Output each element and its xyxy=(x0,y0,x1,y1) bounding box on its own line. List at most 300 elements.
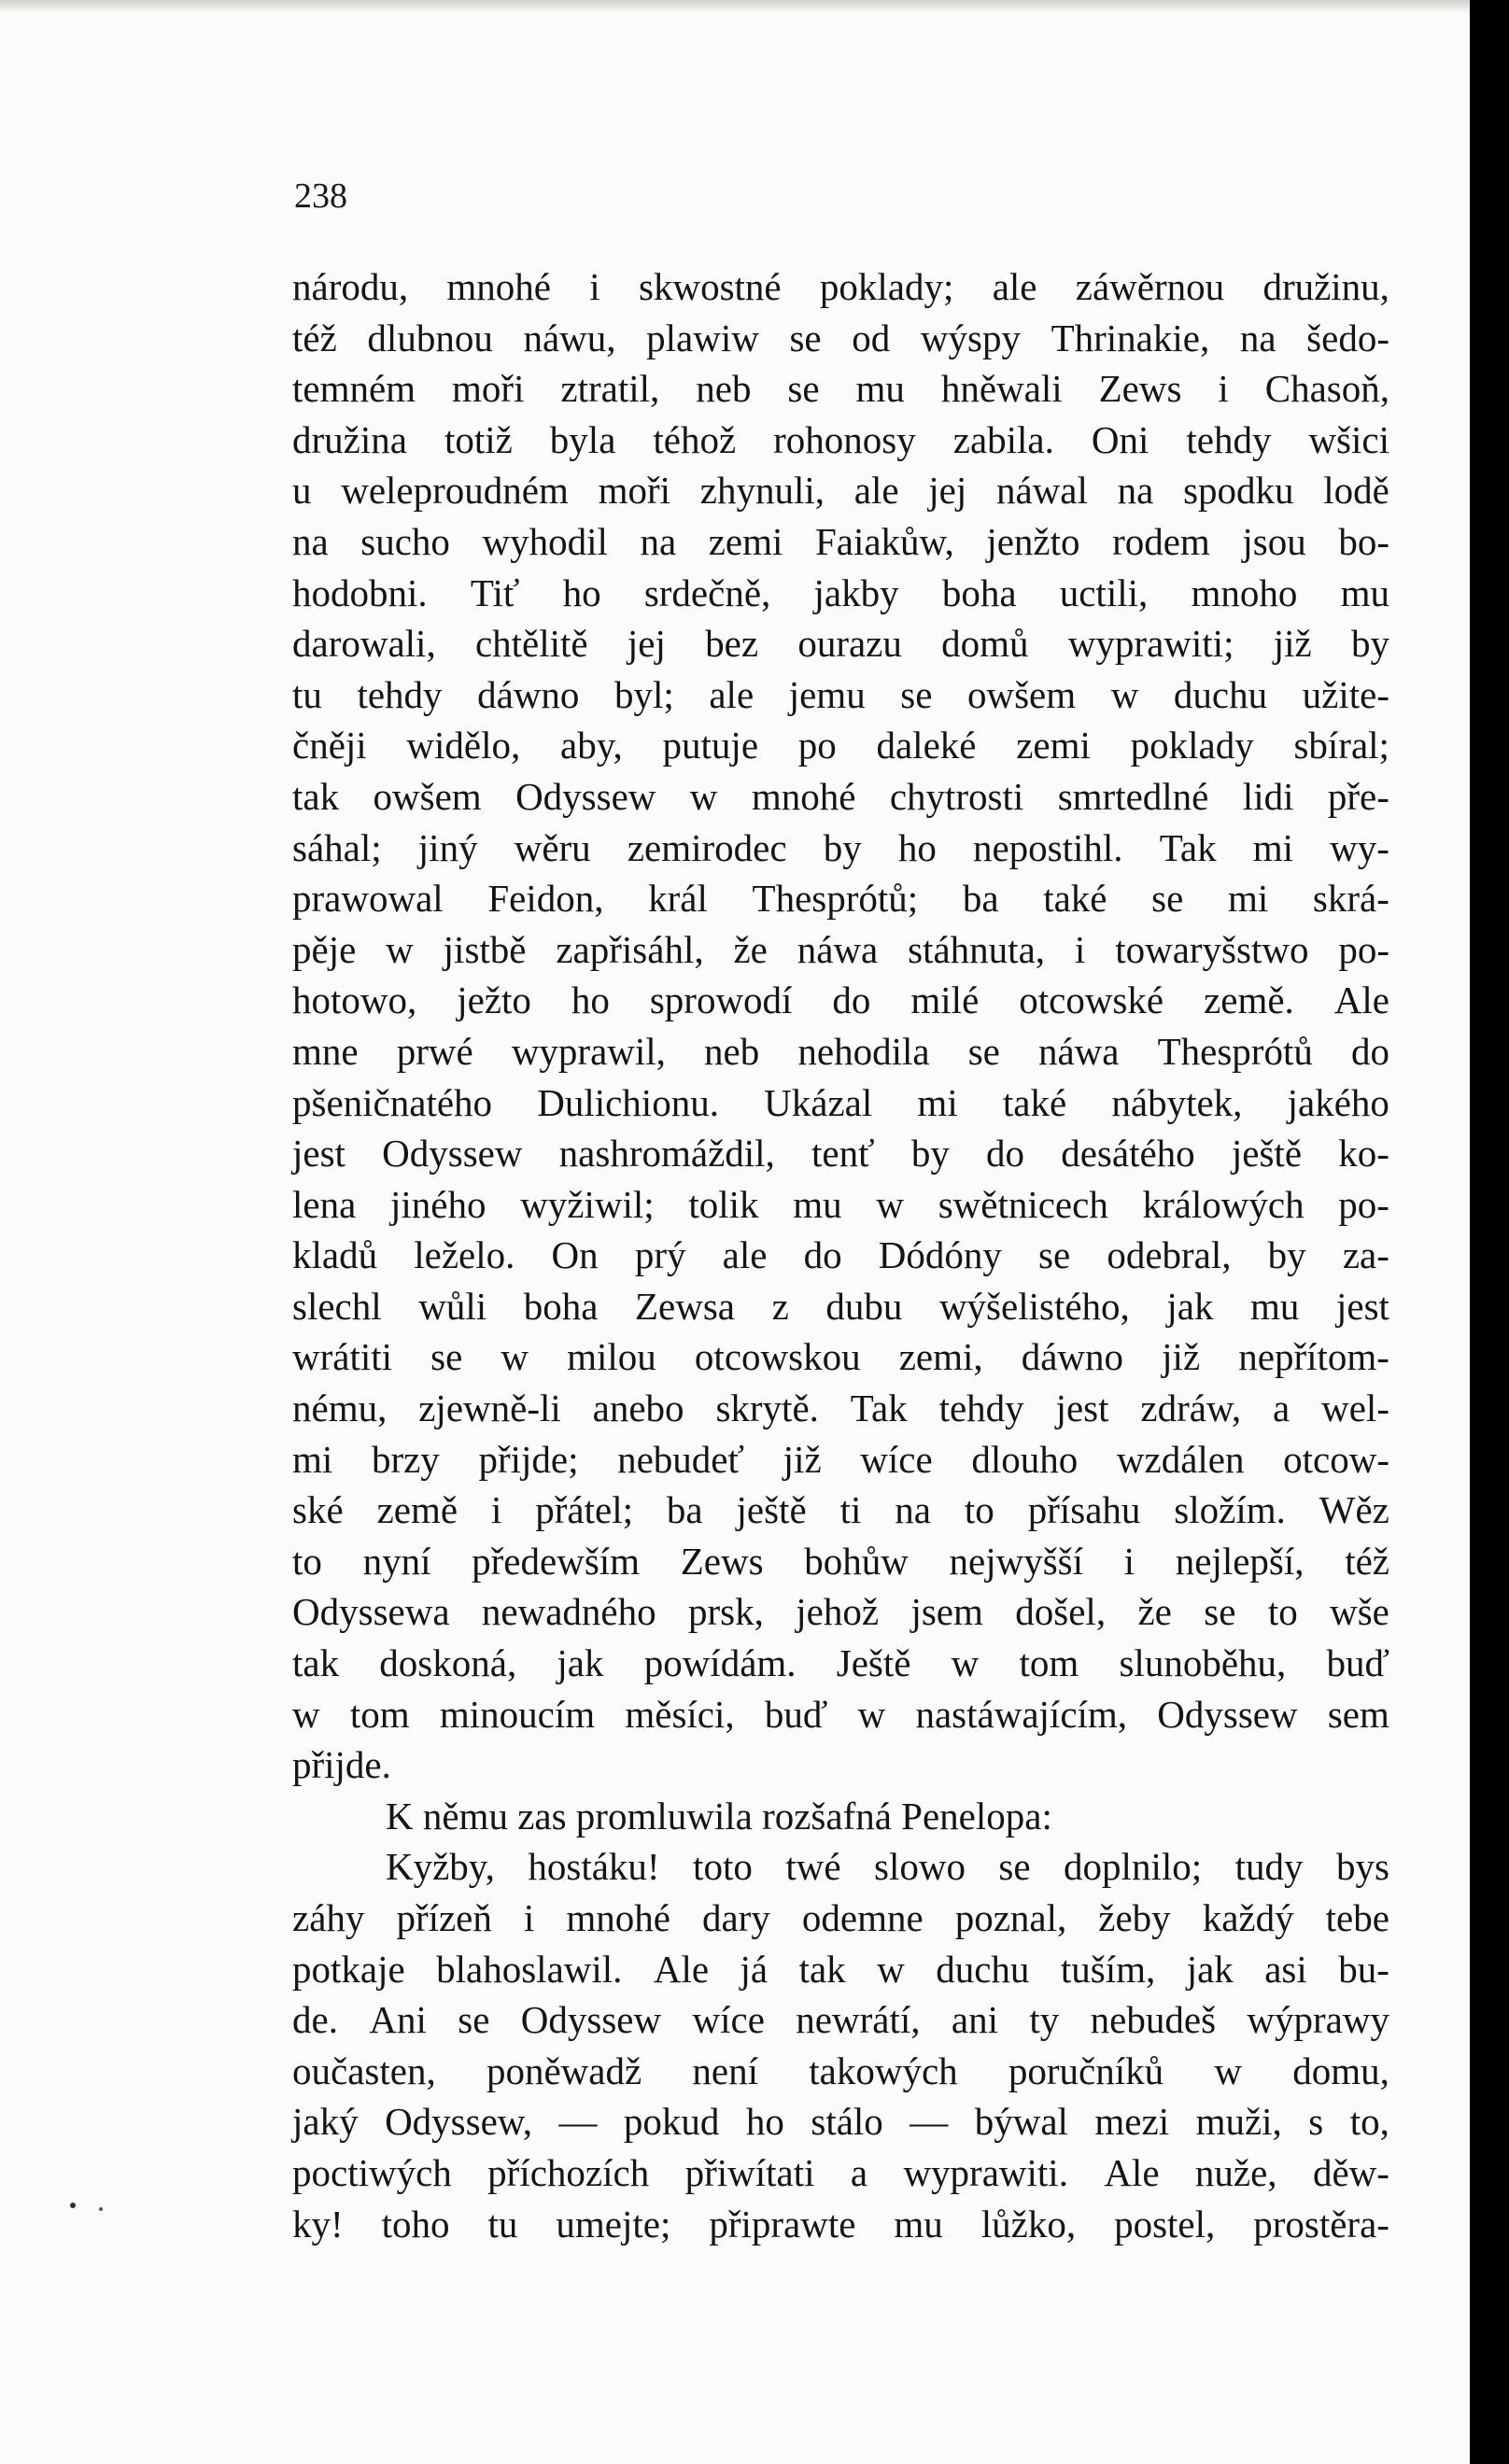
word: smrtedlné xyxy=(1057,774,1209,818)
text-line-30: přijde. xyxy=(292,1743,391,1787)
word: hodobni. xyxy=(292,570,428,614)
word: twé xyxy=(785,1845,841,1889)
word: na xyxy=(895,1488,931,1532)
word: nyní xyxy=(362,1539,431,1583)
word: zapřisáhl, xyxy=(556,927,704,971)
word: sbíral; xyxy=(1293,724,1389,767)
word: žeby xyxy=(1098,1896,1171,1939)
word: prsk, xyxy=(688,1590,764,1634)
word: Ukázal xyxy=(764,1080,873,1124)
word: ské xyxy=(292,1488,344,1532)
word: Oni xyxy=(1091,417,1149,461)
word: králowých xyxy=(1142,1182,1305,1226)
word: jaký xyxy=(292,2100,359,2144)
text-line-6 xyxy=(292,516,1389,568)
word: jiný xyxy=(417,825,478,869)
word: jak xyxy=(1166,1284,1214,1328)
word: prostěra- xyxy=(1253,2202,1389,2246)
word: již xyxy=(1273,622,1312,666)
word: do xyxy=(1350,1029,1389,1073)
word: od xyxy=(852,316,891,359)
word: bohůw xyxy=(804,1539,909,1583)
word: Zews xyxy=(680,1539,764,1583)
word: postel, xyxy=(1114,2202,1216,2246)
text-line-19 xyxy=(292,1179,1389,1231)
word: i xyxy=(523,1896,535,1939)
page-top-edge xyxy=(0,0,1470,13)
word: jehož xyxy=(796,1590,880,1634)
word: Odyssew xyxy=(1157,1692,1298,1736)
word: přízeň xyxy=(396,1896,492,1939)
word: tehdy xyxy=(357,672,443,716)
word: jest xyxy=(292,1132,346,1176)
text-line-23 xyxy=(292,1383,1389,1434)
text-line-12 xyxy=(292,823,1389,874)
text-line-25 xyxy=(292,1485,1389,1536)
word: se xyxy=(998,1845,1031,1889)
word: buď xyxy=(1326,1641,1389,1685)
word: Zews xyxy=(1098,367,1182,411)
word: weleproudném xyxy=(341,469,569,513)
word: ky! xyxy=(292,2202,344,2246)
word: Faiakůw, xyxy=(814,519,954,563)
word: s xyxy=(1308,2100,1324,2144)
word: sáhal; xyxy=(292,825,382,869)
word: ourazu xyxy=(797,622,902,666)
word: wel- xyxy=(1321,1387,1389,1430)
word: náwal xyxy=(996,469,1088,513)
word: mu xyxy=(1250,1284,1300,1328)
word: neb xyxy=(704,1029,760,1073)
word: na xyxy=(292,519,329,563)
word: wěru xyxy=(514,825,591,869)
word: ba xyxy=(666,1488,703,1532)
word: Odyssew xyxy=(515,774,656,818)
word: jak xyxy=(1186,1947,1234,1991)
word: ale xyxy=(722,1233,768,1277)
word: hotowo, xyxy=(292,979,417,1022)
word: boha xyxy=(523,1284,599,1328)
word: tom xyxy=(349,1692,410,1736)
word: slowo xyxy=(873,1845,966,1889)
word: duchu xyxy=(1173,672,1268,716)
word: ještě xyxy=(1231,1132,1303,1176)
word: w xyxy=(1214,2049,1243,2092)
word: družina xyxy=(292,417,407,461)
text-line-27 xyxy=(292,1586,1389,1638)
word: zhynuli, xyxy=(699,469,825,513)
word: mi xyxy=(1252,825,1294,869)
word: lena xyxy=(292,1182,357,1226)
word: dáwno xyxy=(1021,1335,1124,1379)
word: nábytek, xyxy=(1111,1080,1243,1124)
word: plawiw xyxy=(646,316,759,359)
word: otcowské xyxy=(1019,979,1164,1022)
word: rohonosy xyxy=(773,417,916,461)
word: národu, xyxy=(292,265,409,308)
word: hostáku! xyxy=(528,1845,660,1889)
word: i xyxy=(1123,1539,1135,1583)
word: slunoběhu, xyxy=(1119,1641,1287,1685)
word: ježto xyxy=(457,979,531,1022)
word: nejlepší, xyxy=(1175,1539,1305,1583)
word: duchu xyxy=(936,1947,1030,1991)
word: na xyxy=(1239,316,1276,359)
word: již xyxy=(1162,1335,1201,1379)
word: zjewně-li xyxy=(418,1387,561,1430)
word: ho xyxy=(745,2100,784,2144)
text-line-38 xyxy=(292,2147,1389,2199)
text-line-16 xyxy=(292,1026,1389,1077)
text-line-13 xyxy=(292,873,1389,924)
word: wyprawiti; xyxy=(1067,622,1234,666)
word: muži, xyxy=(1195,2100,1282,2144)
word: nashromáždil, xyxy=(558,1132,775,1176)
word: wy- xyxy=(1330,825,1389,869)
word: On xyxy=(551,1233,599,1277)
word: skwostné xyxy=(639,265,782,308)
word: jistbě xyxy=(443,927,527,971)
word: a xyxy=(1273,1387,1290,1430)
text-line-5 xyxy=(292,465,1389,516)
word: i xyxy=(490,1488,502,1532)
word: náwa xyxy=(797,927,879,971)
word: slechl xyxy=(292,1284,382,1328)
word: bu- xyxy=(1338,1947,1389,1991)
word: owšem xyxy=(966,672,1077,716)
word: wýšelistého, xyxy=(938,1284,1130,1328)
word: ho xyxy=(897,825,937,869)
word: wše xyxy=(1330,1590,1389,1634)
word: aby, xyxy=(560,724,623,767)
text-line-11 xyxy=(292,771,1389,823)
word: dubu xyxy=(825,1284,903,1328)
word: wyprawiti. xyxy=(903,2150,1068,2194)
word: zemirodec xyxy=(627,825,787,869)
word: do xyxy=(803,1233,842,1277)
word: buď xyxy=(764,1692,828,1736)
word: anebo xyxy=(592,1387,684,1430)
word: doplnilo; xyxy=(1064,1845,1203,1889)
word: temném xyxy=(292,367,416,411)
word: země xyxy=(376,1488,458,1532)
word: náwu, xyxy=(523,316,616,359)
word: totiž xyxy=(444,417,513,461)
text-line-26 xyxy=(292,1536,1389,1587)
word: nastáwajícím, xyxy=(915,1692,1128,1736)
word: tebe xyxy=(1325,1896,1389,1939)
text-line-24 xyxy=(292,1434,1389,1485)
word: w xyxy=(689,774,718,818)
word: Odyssewa xyxy=(292,1590,450,1634)
word: přísahu xyxy=(1027,1488,1141,1532)
word: de. xyxy=(292,1998,338,2042)
word: ale xyxy=(709,672,754,716)
word: — xyxy=(558,2100,598,2144)
word: bys xyxy=(1335,1845,1389,1889)
word: ho xyxy=(571,979,610,1022)
word: ty xyxy=(1029,1998,1060,2042)
word: jest xyxy=(1055,1387,1109,1430)
word: w xyxy=(951,1641,980,1685)
word: domů xyxy=(941,622,1029,666)
word: předewším xyxy=(472,1539,641,1583)
word: Thesprótů xyxy=(1157,1029,1313,1073)
word: že xyxy=(733,927,768,971)
word: powídám. xyxy=(643,1641,797,1685)
word: Dulichionu. xyxy=(537,1080,719,1124)
word: není xyxy=(692,2049,758,2092)
word: wíce xyxy=(860,1437,933,1481)
text-line-28 xyxy=(292,1638,1389,1689)
word: se xyxy=(967,1029,1000,1073)
word: na xyxy=(640,519,677,563)
word: milé xyxy=(910,979,980,1022)
word: lůžko, xyxy=(980,2202,1077,2246)
word: mezi xyxy=(1094,2100,1170,2144)
word: se xyxy=(900,672,933,716)
word: Thrinakie, xyxy=(1051,316,1210,359)
word: mu xyxy=(793,1182,842,1226)
word: prawowal xyxy=(292,877,444,921)
text-line-36 xyxy=(292,2046,1389,2097)
word: sprowodí xyxy=(649,979,793,1022)
word: poklady; xyxy=(819,265,954,308)
word: oučasten, xyxy=(292,2049,436,2092)
word: to, xyxy=(1349,2100,1389,2144)
word: nepřítom- xyxy=(1238,1335,1389,1379)
word: téhož xyxy=(653,417,737,461)
word: mnohé xyxy=(566,1896,670,1939)
word: u xyxy=(292,469,312,513)
word: byla xyxy=(549,417,616,461)
word: ba xyxy=(962,877,999,921)
word: tu xyxy=(292,672,322,716)
word: i xyxy=(1074,927,1086,971)
word: poněwadž xyxy=(486,2049,642,2092)
word: též xyxy=(1345,1539,1389,1583)
word: prý xyxy=(634,1233,686,1277)
text-line-18 xyxy=(292,1128,1389,1179)
text-line-21 xyxy=(292,1281,1389,1332)
word: záhy xyxy=(292,1896,365,1939)
word: umejte; xyxy=(556,2202,671,2246)
word: Tak xyxy=(1159,825,1217,869)
word: tak xyxy=(798,1947,846,1991)
word: otcowskou xyxy=(694,1335,861,1379)
word: ho xyxy=(562,570,601,614)
word: tom xyxy=(1019,1641,1079,1685)
word: tuším, xyxy=(1060,1947,1156,1991)
word: Odyssew xyxy=(382,1132,523,1176)
word: za- xyxy=(1342,1233,1389,1277)
word: Dódóny xyxy=(878,1233,1002,1277)
word: spodku xyxy=(1183,469,1294,513)
word: milou xyxy=(567,1335,656,1379)
word: přiwítati xyxy=(684,2150,815,2194)
word: otcow- xyxy=(1283,1437,1389,1481)
word: byl; xyxy=(614,672,674,716)
word: šedo- xyxy=(1306,316,1389,359)
text-line-7 xyxy=(292,568,1389,619)
word: ani xyxy=(951,1998,998,2042)
word: by xyxy=(1267,1233,1306,1277)
word: w xyxy=(386,927,414,971)
word: prwé xyxy=(396,1029,473,1073)
word: se xyxy=(1038,1233,1071,1277)
word: jest xyxy=(1336,1284,1389,1328)
word: jakého xyxy=(1287,1080,1389,1124)
word: mu xyxy=(1340,570,1389,614)
word: lidi xyxy=(1242,774,1294,818)
word: to xyxy=(964,1488,994,1532)
word: sem xyxy=(1327,1692,1389,1736)
word: takowých xyxy=(809,2049,958,2092)
word: pokud xyxy=(623,2100,720,2144)
word: mnohé xyxy=(446,265,551,308)
word: ztratil, xyxy=(560,367,660,411)
word: Thesprótů; xyxy=(752,877,919,921)
ink-speck xyxy=(65,2194,121,2222)
word: poručníků xyxy=(1008,2049,1164,2092)
word: Wěz xyxy=(1319,1488,1389,1532)
text-line-10 xyxy=(292,720,1389,771)
word: poctiwých xyxy=(292,2150,452,2194)
word: dary xyxy=(701,1896,770,1939)
word: jenžto xyxy=(986,519,1080,563)
word: přátel; xyxy=(535,1488,633,1532)
text-line-39 xyxy=(292,2199,1389,2250)
word: srdečně, xyxy=(643,570,771,614)
word: jak xyxy=(557,1641,604,1685)
ink-dot-2 xyxy=(99,2207,103,2211)
word: chytrosti xyxy=(889,774,1024,818)
word: Ani xyxy=(369,1998,427,2042)
word: jemu xyxy=(788,672,866,716)
word: měsíci, xyxy=(625,1692,735,1736)
word: nehodila xyxy=(797,1029,930,1073)
word: po- xyxy=(1338,927,1389,971)
word: — xyxy=(910,2100,949,2144)
word: se xyxy=(789,316,822,359)
word: nebudeť xyxy=(617,1437,745,1481)
word: odebral, xyxy=(1107,1233,1232,1277)
word: odemne xyxy=(801,1896,924,1939)
word: wýprawy xyxy=(1247,1998,1389,2042)
word: zabila. xyxy=(952,417,1054,461)
word: wůli xyxy=(418,1284,487,1328)
word: tak xyxy=(292,1641,340,1685)
word: i xyxy=(1218,367,1229,411)
word: mnoho xyxy=(1191,570,1298,614)
word: stáhnuta, xyxy=(908,927,1046,971)
word: připrawte xyxy=(709,2202,856,2246)
word: jakby xyxy=(813,570,899,614)
word: ale xyxy=(853,469,899,513)
word: skrá- xyxy=(1312,877,1389,921)
word: darowali, xyxy=(292,622,436,666)
word: Ale xyxy=(1333,979,1389,1022)
word: již xyxy=(783,1437,822,1481)
text-line-15 xyxy=(292,975,1389,1026)
word: záwěrnou xyxy=(1075,265,1225,308)
word: by xyxy=(823,825,862,869)
word: wzdálen xyxy=(1116,1437,1245,1481)
word: mi xyxy=(292,1437,333,1481)
word: zemi xyxy=(708,519,783,563)
word: Tiť xyxy=(470,570,520,614)
word: přijde; xyxy=(478,1437,579,1481)
word: toho xyxy=(381,2202,450,2246)
word: dlouho xyxy=(971,1437,1079,1481)
word: pře- xyxy=(1327,774,1389,818)
word: mnohé xyxy=(751,774,856,818)
word: každý xyxy=(1202,1896,1294,1939)
word: ti xyxy=(839,1488,862,1532)
word: desátého xyxy=(1061,1132,1195,1176)
word: z xyxy=(771,1284,789,1328)
word: w xyxy=(501,1335,529,1379)
word: uctili, xyxy=(1059,570,1149,614)
word: Tak xyxy=(850,1387,908,1430)
word: užite- xyxy=(1302,672,1389,716)
word: po- xyxy=(1338,1182,1389,1226)
word: skrytě. xyxy=(715,1387,819,1430)
word: boha xyxy=(941,570,1017,614)
word: by xyxy=(1350,622,1389,666)
word: wyprawil, xyxy=(511,1029,666,1073)
word: toto xyxy=(693,1845,753,1889)
word: Zewsa xyxy=(634,1284,735,1328)
text-line-37 xyxy=(292,2096,1389,2147)
word: doskoná, xyxy=(379,1641,517,1685)
word: Ale xyxy=(1104,2150,1160,2194)
word: jej xyxy=(928,469,967,513)
word: wíce xyxy=(692,1998,765,2042)
text-line-4 xyxy=(292,415,1389,466)
word: nuže, xyxy=(1194,2150,1277,2194)
word: složím. xyxy=(1174,1488,1286,1532)
word: dlubnou xyxy=(367,316,493,359)
word: země. xyxy=(1204,979,1294,1022)
text-line-29 xyxy=(292,1689,1389,1740)
word: minoucím xyxy=(439,1692,596,1736)
word: pšeničnatého xyxy=(292,1080,493,1124)
word: daleké xyxy=(876,724,977,767)
word: w xyxy=(1110,672,1139,716)
word: ko- xyxy=(1338,1132,1389,1176)
word: chtělitě xyxy=(474,622,588,666)
word: že xyxy=(1137,1590,1172,1634)
word: též xyxy=(292,316,337,359)
word: ale xyxy=(992,265,1037,308)
word: po xyxy=(797,724,837,767)
word: tak xyxy=(292,774,340,818)
word: wrátiti xyxy=(292,1335,393,1379)
word: se xyxy=(1204,1590,1236,1634)
word: moři xyxy=(598,469,671,513)
word: moři xyxy=(452,367,525,411)
word: se xyxy=(458,1998,490,2042)
word: na xyxy=(1117,469,1154,513)
word: to xyxy=(292,1539,322,1583)
word: newadného xyxy=(481,1590,656,1634)
text-line-35 xyxy=(292,1994,1389,2046)
word: tu xyxy=(487,2202,518,2246)
word: asi xyxy=(1264,1947,1307,1991)
word: do xyxy=(832,979,871,1022)
word: Kyžby, xyxy=(386,1845,495,1889)
